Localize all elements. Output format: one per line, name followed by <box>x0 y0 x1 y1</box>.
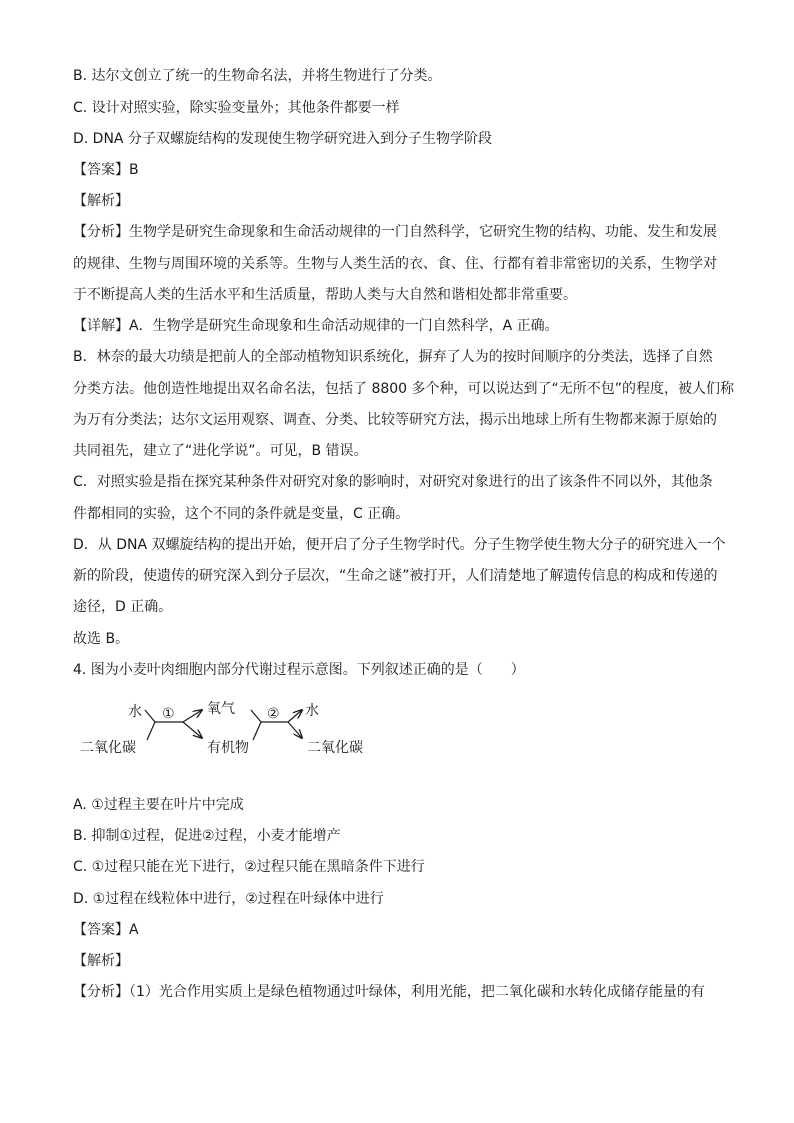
detail-text: 途径，D 正确。 <box>73 599 173 615</box>
analysis-text: 的规律、生物与周围环境的关系等。生物与人类生活的衣、食、住、行都有着非常密切的关系，生物学对 <box>73 256 717 272</box>
input-bracket-bottom <box>147 722 155 740</box>
input-bracket-top <box>145 710 155 722</box>
process-1-marker: ① <box>162 706 175 722</box>
detail-text: B．林奈的最大功绩是把前人的全部动植物知识系统化，摒弃了人为的按时间顺序的分类法，选择了自然 <box>73 349 713 365</box>
arrow-to-organic <box>183 722 202 738</box>
process-2-marker: ② <box>267 706 280 722</box>
water-output-label: 水 <box>305 703 319 719</box>
question-4-stem: 4. 图为小麦叶肉细胞内部分代谢过程示意图。下列叙述正确的是（ ） <box>73 662 525 678</box>
answer-q3: 【答案】B <box>73 162 139 178</box>
detail-text: C．对照实验是指在探究某种条件对研究对象的影响时，对研究对象进行的出了该条件不同以外，其他条 <box>73 474 713 490</box>
co2-output-label: 二氧化碳 <box>307 740 363 756</box>
analysis-text: 于不断提高人类的生活水平和生活质量，帮助人类与大自然和谐相处都非常重要。 <box>73 287 577 303</box>
option-d-q4: D. ①过程在线粒体中进行，②过程在叶绿体中进行 <box>73 891 384 907</box>
organic-matter-label: 有机物 <box>207 740 249 756</box>
water-input-label: 水 <box>128 704 142 720</box>
detail-text: 共同祖先，建立了“进化学说”。可见，B 错误。 <box>73 443 368 459</box>
analysis-heading-q3: 【解析】 <box>73 193 129 209</box>
middle-bracket-bottom <box>253 722 261 740</box>
option-a-q4: A. ①过程主要在叶片中完成 <box>73 797 244 813</box>
co2-input-label: 二氧化碳 <box>80 740 136 756</box>
arrow-to-co2 <box>288 722 302 738</box>
analysis-text-q4: 【分析】（1）光合作用实质上是绿色植物通过叶绿体，利用光能，把二氧化碳和水转化成储存能量的有 <box>73 984 705 1000</box>
arrow-to-oxygen <box>183 710 202 722</box>
detail-text: 新的阶段，使遗传的研究深入到分子层次，“生命之谜”被打开，人们清楚地了解遗传信息的构成和传递的 <box>73 568 718 584</box>
detail-text: D．从 DNA 双螺旋结构的提出开始，便开启了分子生物学时代。分子生物学使生物大分子的研究进入一个 <box>73 537 726 553</box>
detail-text: 【详解】A．生物学是研究生命现象和生命活动规律的一门自然科学，A 正确。 <box>73 318 559 334</box>
oxygen-label: 氧气 <box>207 701 235 717</box>
detail-text: 为万有分类法；达尔文运用观察、调查、分类、比较等研究方法，揭示出地球上所有生物都来源于原始的 <box>73 412 717 428</box>
option-c-q4: C. ①过程只能在光下进行，②过程只能在黑暗条件下进行 <box>73 859 425 875</box>
answer-q4: 【答案】A <box>73 922 139 938</box>
metabolism-diagram <box>75 696 405 766</box>
option-b-q4: B. 抑制①过程，促进②过程，小麦才能增产 <box>73 828 341 844</box>
analysis-text: 【分析】生物学是研究生命现象和生命活动规律的一门自然科学，它研究生物的结构、功能、发生和发展 <box>73 224 717 240</box>
conclusion-text: 故选 B。 <box>73 631 130 647</box>
detail-text: 件都相同的实验，这个不同的条件就是变量，C 正确。 <box>73 506 410 522</box>
option-b-q3: B. 达尔文创立了统一的生物命名法，并将生物进行了分类。 <box>73 68 442 84</box>
option-c-q3: C. 设计对照实验，除实验变量外；其他条件都要一样 <box>73 100 400 116</box>
middle-bracket-top <box>251 710 261 722</box>
option-d-q3: D. DNA 分子双螺旋结构的发现使生物学研究进入到分子生物学阶段 <box>73 131 492 147</box>
detail-text: 分类方法。他创造性地提出双名命名法，包括了 8800 多个种，可以说达到了“无所不包”的程度，被人们称 <box>73 381 735 397</box>
analysis-heading-q4: 【解析】 <box>73 953 129 969</box>
arrow-to-water <box>288 710 302 722</box>
